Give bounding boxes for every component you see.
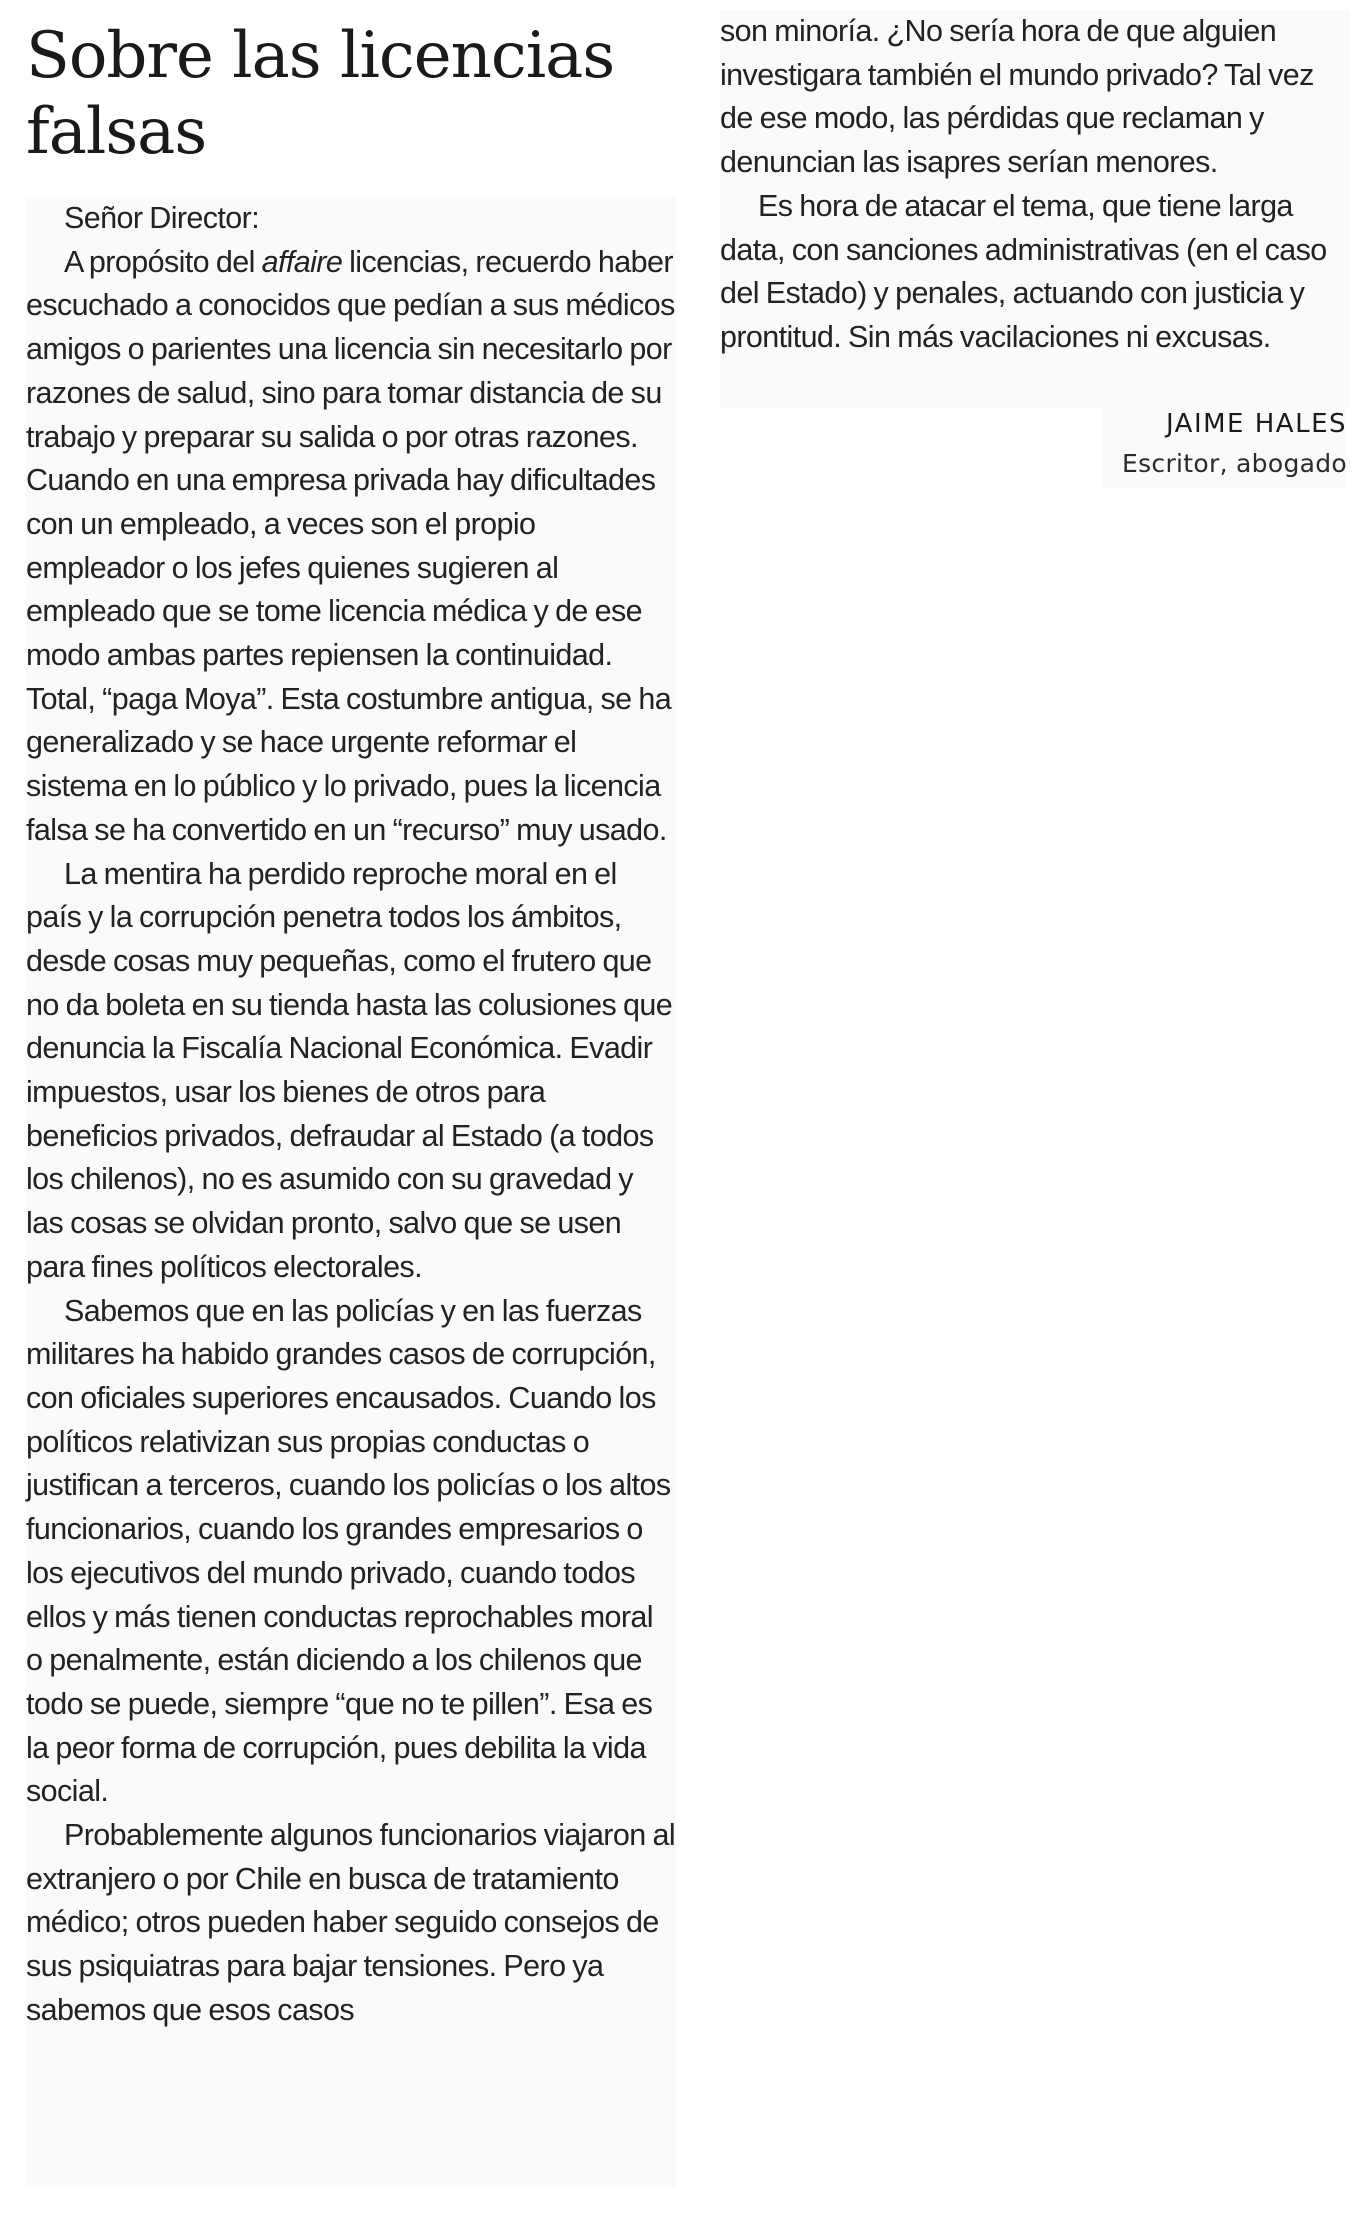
affaire-italic: affaire [261,244,343,279]
paragraph-4-start: Probablemente algunos funcionarios viajaron al extranjero o por Chile en busca de tratamiento médico; otros pueden haber seguido consejos de sus psiquiatras para bajar tensiones. Pero ya sabemos que esos casos [26,1818,676,2027]
paragraph-3: Sabemos que en las policías y en las fuerzas militares ha habido grandes casos de corrupción, con oficiales superiores encausados. Cuando los políticos relativizan sus propias conductas o justifican a terceros, cuando los policías o los altos funcionarios, cuando los grandes empresarios o los ejecutivos del mundo privado, cuando todos ellos y más tienen conductas reprochables moral o penalmente, están diciendo a los chilenos que todo se puede, siempre “que no te pillen”. Esa es la peor forma de corrupción, pues debilita la vida social. [26,1293,671,1809]
paragraph-5: Es hora de atacar el tema, que tiene larga data, con sanciones administrativas (en el caso del Estado) y penales, actuando con justicia y prontitud. Sin más vacilaciones ni excusas. [720,188,1327,354]
paragraph-2: La mentira ha perdido reproche moral en el país y la corrupción penetra todos los ámbitos, desde cosas muy pequeñas, como el frutero que no da boleta en su tienda hasta las colusiones que denuncia la Fiscalía Nacional Económica. Evadir impuestos, usar los bienes de otros para beneficios privados, defraudar al Estado (a todos los chilenos), no es asumido con su gravedad y las cosas se olvidan pronto, salvo que se usen para fines políticos electorales. [26,856,673,1284]
paragraph-1 [26,241,676,853]
signature [1102,404,1347,488]
paragraph-1-lead: A propósito del [64,244,262,279]
paragraph-1-rest: licencias, recuerdo haber escuchado a conocidos que pedían a sus médicos amigos o parientes una licencia sin necesitarlo por razones de salud, sino para tomar distancia de su trabajo y preparar su salida o por otras razones. Cuando en una empresa privada hay dificultades con un empleado, a veces son el propio empleador o los jefes quienes sugieren al empleado que se tome licencia médica y de ese modo ambas partes repiensen la continuidad. Total, “paga Moya”. Esta costumbre antigua, se ha generalizado y se hace urgente reformar el sistema en lo público y lo privado, pues la licencia falsa se ha convertido en un “recurso” muy usado. [26,244,675,847]
headline: Sobre las licencias falsas [26,19,615,169]
column-right [720,10,1350,408]
paragraph-4-continued: son minoría. ¿No sería hora de que alguien investigara también el mundo privado? Tal vez de ese modo, las pérdidas que reclaman y denuncian las isapres serían menores. [720,14,1314,180]
author-name: JAIME HALES [1165,409,1347,439]
author-title: Escritor, abogado [1122,449,1347,478]
salutation: Señor Director: [64,201,260,235]
column-left [26,197,676,2187]
